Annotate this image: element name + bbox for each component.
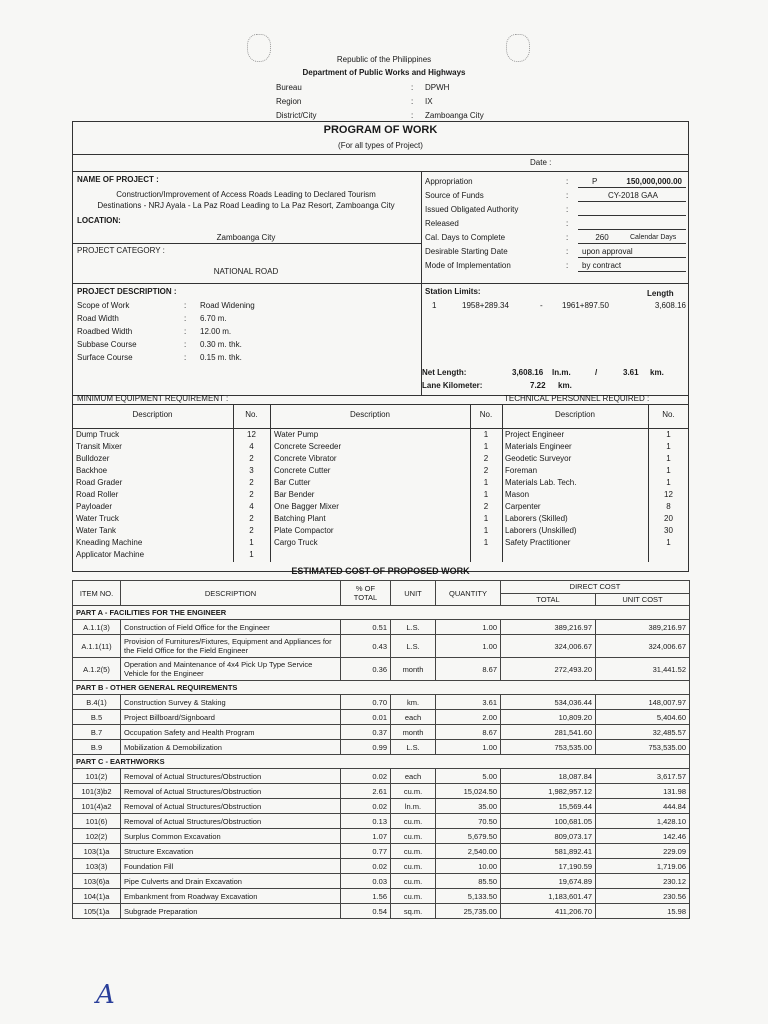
cell-total: 411,206.70: [501, 904, 596, 919]
equipment-col2-desc-header: Description: [349, 410, 390, 419]
table-row: [73, 874, 690, 889]
district-value: Zamboanga City: [425, 111, 484, 120]
table-row: [73, 889, 690, 904]
station-limits-label: Station Limits:: [425, 287, 481, 296]
district-label: District/City: [276, 111, 317, 120]
cell-total: 100,681.05: [501, 814, 596, 829]
cell-quantity: 10.00: [436, 859, 501, 874]
cell-quantity: 1.00: [436, 620, 501, 635]
project-name-label: NAME OF PROJECT :: [77, 175, 159, 184]
equipment-item-count: 1: [483, 514, 489, 523]
days-unit: Calendar Days: [630, 234, 677, 241]
equipment-item-count: 1: [483, 526, 489, 535]
cell-unit: km.: [391, 695, 436, 710]
cell-description: Pipe Culverts and Drain Excavation: [121, 874, 341, 889]
cell-item-no: 103(1)a: [73, 844, 121, 859]
personnel-item-desc: Foreman: [505, 466, 538, 475]
equipment-item-count: 2: [483, 454, 489, 463]
cell-total: 10,809.20: [501, 710, 596, 725]
roadbed-width-value: 12.00 m.: [200, 327, 232, 336]
cell-unit-cost: 230.12: [596, 874, 690, 889]
days-value: 260: [595, 233, 609, 242]
form-frame: [72, 121, 689, 572]
cell-total: 1,982,957.12: [501, 784, 596, 799]
cell-item-no: B.4(1): [73, 695, 121, 710]
personnel-item-desc: Project Engineer: [505, 430, 565, 439]
equipment-col2-no-header: No.: [479, 410, 493, 419]
cell-quantity: 3.61: [436, 695, 501, 710]
cell-percent: 0.37: [341, 725, 391, 740]
released-label: Released: [425, 219, 459, 228]
cell-item-no: 101(3)b2: [73, 784, 121, 799]
equipment-item-count: 2: [483, 466, 489, 475]
equipment-item-count: 2: [249, 478, 254, 487]
equipment-item-desc: Road Roller: [76, 490, 119, 499]
table-row: [73, 658, 690, 681]
roadbed-width-label: Roadbed Width: [77, 327, 133, 336]
cell-unit: L.S.: [391, 740, 436, 755]
table-row: [73, 784, 690, 799]
days-colon: :: [566, 233, 569, 242]
equipment-item-count: 12: [247, 430, 256, 439]
cell-unit-cost: 753,535.00: [596, 740, 690, 755]
equipment-item-count: 1: [483, 430, 489, 439]
cell-total: 19,674.89: [501, 874, 596, 889]
table-row: [73, 814, 690, 829]
region-label: Region: [276, 97, 302, 106]
cell-description: Provision of Furnitures/Fixtures, Equipment and Appliances for the Field Office for the Field Engineer: [121, 635, 341, 658]
cell-item-no: 105(1)a: [73, 904, 121, 919]
personnel-desc-header: Description: [554, 410, 595, 419]
cell-item-no: B.9: [73, 740, 121, 755]
cell-item-no: A.1.1(11): [73, 635, 121, 658]
table-row: [73, 829, 690, 844]
estimated-cost-title: ESTIMATED COST OF PROPOSED WORK: [291, 566, 470, 576]
table-row: [73, 710, 690, 725]
cell-unit-cost: 1,719.06: [596, 859, 690, 874]
mode-value: by contract: [582, 261, 622, 270]
table-row: [73, 635, 690, 658]
cell-unit: L.S.: [391, 620, 436, 635]
bureau-colon: :: [411, 83, 414, 92]
station-from: 1958+289.34: [462, 301, 509, 310]
region-value: IX: [425, 97, 433, 106]
net-length-label: Net Length:: [422, 368, 467, 377]
cell-description: Construction Survey & Staking: [121, 695, 341, 710]
header-direct-cost: DIRECT COST: [501, 581, 690, 594]
equipment-item-desc: Water Tank: [76, 526, 117, 535]
personnel-label: TECHNICAL PERSONNEL REQUIRED :: [504, 394, 650, 403]
cell-quantity: 5.00: [436, 769, 501, 784]
cell-unit-cost: 389,216.97: [596, 620, 690, 635]
scope-value: Road Widening: [200, 301, 255, 310]
obligated-label: Issued Obligated Authority: [425, 205, 519, 214]
cell-unit-cost: 324,006.67: [596, 635, 690, 658]
cell-unit-cost: 1,428.10: [596, 814, 690, 829]
district-colon: :: [411, 111, 414, 120]
equipment-item-desc: Water Truck: [76, 514, 119, 523]
cell-description: Structure Excavation: [121, 844, 341, 859]
table-row: [73, 799, 690, 814]
equipment-item-desc: Concrete Cutter: [274, 466, 331, 475]
cell-quantity: 35.00: [436, 799, 501, 814]
personnel-item-desc: Carpenter: [505, 502, 541, 511]
equipment-item-count: 4: [249, 502, 254, 511]
header-total: TOTAL: [501, 593, 596, 606]
cell-percent: 0.99: [341, 740, 391, 755]
appropriation-label: Appropriation: [425, 177, 473, 186]
cell-percent: 1.07: [341, 829, 391, 844]
start-colon: :: [566, 247, 569, 256]
net-length-km-unit: km.: [650, 368, 664, 377]
cell-quantity: 5,133.50: [436, 889, 501, 904]
cell-unit: cu.m.: [391, 889, 436, 904]
surface-value: 0.15 m. thk.: [200, 353, 242, 362]
personnel-item-count: 1: [666, 478, 671, 487]
personnel-item-desc: Mason: [505, 490, 530, 499]
appropriation-value: 150,000,000.00: [626, 177, 682, 186]
equipment-col1-no-header: No.: [245, 410, 258, 419]
cell-percent: 0.01: [341, 710, 391, 725]
equipment-item-desc: Payloader: [76, 502, 113, 511]
cell-description: Operation and Maintenance of 4x4 Pick Up Type Service Vehicle for the Engineer: [121, 658, 341, 681]
cell-item-no: B.7: [73, 725, 121, 740]
released-colon: :: [566, 219, 569, 228]
equipment-item-desc: Applicator Machine: [76, 550, 145, 559]
personnel-item-count: 1: [666, 442, 671, 451]
subbase-label: Subbase Course: [77, 340, 137, 349]
equipment-item-count: 2: [249, 526, 254, 535]
cell-unit-cost: 3,617.57: [596, 769, 690, 784]
equipment-item-desc: Road Grader: [76, 478, 123, 487]
equipment-item-count: 3: [249, 466, 254, 475]
cell-percent: 0.77: [341, 844, 391, 859]
equipment-item-desc: Concrete Vibrator: [274, 454, 337, 463]
location-label: LOCATION:: [77, 216, 121, 225]
personnel-item-desc: Materials Lab. Tech.: [505, 478, 577, 487]
cell-description: Embankment from Roadway Excavation: [121, 889, 341, 904]
cell-percent: 2.61: [341, 784, 391, 799]
cell-description: Removal of Actual Structures/Obstruction: [121, 784, 341, 799]
cell-description: Occupation Safety and Health Program: [121, 725, 341, 740]
cell-description: Removal of Actual Structures/Obstruction: [121, 799, 341, 814]
cell-total: 534,036.44: [501, 695, 596, 710]
scope-label: Scope of Work: [77, 301, 130, 310]
cell-unit: cu.m.: [391, 844, 436, 859]
equipment-item-desc: Dump Truck: [76, 430, 120, 439]
cell-total: 809,073.17: [501, 829, 596, 844]
source-colon: :: [566, 191, 569, 200]
cell-item-no: 103(6)a: [73, 874, 121, 889]
page-title: PROGRAM OF WORK: [323, 124, 438, 136]
cell-description: Project Billboard/Signboard: [121, 710, 341, 725]
table-row: [73, 620, 690, 635]
part-a-row: [73, 606, 690, 620]
surface-label: Surface Course: [77, 353, 133, 362]
cell-item-no: 101(2): [73, 769, 121, 784]
appropriation-currency: P: [592, 177, 598, 186]
cell-unit-cost: 15.98: [596, 904, 690, 919]
cell-unit: cu.m.: [391, 874, 436, 889]
header-percent: % OF TOTAL: [341, 581, 391, 606]
source-value: CY-2018 GAA: [608, 191, 658, 200]
personnel-item-desc: Safety Practitioner: [505, 538, 571, 547]
cell-quantity: 8.67: [436, 658, 501, 681]
table-row: [73, 844, 690, 859]
bureau-value: DPWH: [425, 83, 450, 92]
cell-item-no: B.5: [73, 710, 121, 725]
part-c-row: [73, 755, 690, 769]
source-label: Source of Funds: [425, 191, 484, 200]
station-to: 1961+897.50: [562, 301, 609, 310]
category-label: PROJECT CATEGORY :: [77, 246, 165, 255]
personnel-item-count: 30: [664, 526, 673, 535]
table-row: [73, 769, 690, 784]
category-value: NATIONAL ROAD: [213, 267, 279, 276]
cell-item-no: 101(4)a2: [73, 799, 121, 814]
equipment-item-count: 4: [249, 442, 254, 451]
cell-total: 15,569.44: [501, 799, 596, 814]
cell-unit: each: [391, 710, 436, 725]
location-value: Zamboanga City: [216, 233, 276, 242]
cell-total: 324,006.67: [501, 635, 596, 658]
cell-total: 272,493.20: [501, 658, 596, 681]
table-row: [73, 904, 690, 919]
cell-percent: 0.02: [341, 769, 391, 784]
date-label: Date :: [530, 158, 552, 167]
equipment-item-count: 2: [249, 454, 254, 463]
cell-unit: cu.m.: [391, 784, 436, 799]
mode-label: Mode of Implementation: [425, 261, 511, 270]
part-b-row: [73, 681, 690, 695]
equipment-item-count: 1: [483, 538, 489, 547]
cell-total: 281,541.60: [501, 725, 596, 740]
equipment-item-desc: One Bagger Mixer: [274, 502, 339, 511]
length-label: Length: [647, 289, 674, 298]
cell-quantity: 2,540.00: [436, 844, 501, 859]
header-quantity: QUANTITY: [436, 581, 501, 606]
personnel-item-desc: Laborers (Skilled): [505, 514, 568, 523]
cell-percent: 0.13: [341, 814, 391, 829]
start-value: upon approval: [582, 247, 633, 256]
cell-percent: 0.43: [341, 635, 391, 658]
personnel-item-desc: Laborers (Unskilled): [505, 526, 577, 535]
cell-description: Foundation Fill: [121, 859, 341, 874]
road-width-label: Road Width: [77, 314, 119, 323]
equipment-item-desc: Cargo Truck: [274, 538, 318, 547]
cell-unit: cu.m.: [391, 814, 436, 829]
project-name-line2: Destinations - NRJ Ayala - La Paz Road Leading to La Paz Resort, Zamboanga City: [97, 201, 395, 210]
table-header-row: [73, 581, 690, 594]
surface-colon: :: [184, 353, 187, 362]
cell-total: 17,190.59: [501, 859, 596, 874]
obligated-colon: :: [566, 205, 569, 214]
cell-unit: ln.m.: [391, 799, 436, 814]
page-subtitle: (For all types of Project): [338, 141, 423, 150]
cell-total: 1,183,601.47: [501, 889, 596, 904]
cell-total: 18,087.84: [501, 769, 596, 784]
cell-percent: 0.36: [341, 658, 391, 681]
equipment-item-desc: Batching Plant: [274, 514, 326, 523]
part-c-row-label: PART C - EARTHWORKS: [73, 755, 690, 769]
cell-unit-cost: 32,485.57: [596, 725, 690, 740]
cell-unit: cu.m.: [391, 829, 436, 844]
cell-unit: cu.m.: [391, 859, 436, 874]
equipment-item-desc: Bar Cutter: [274, 478, 311, 487]
republic-text: Republic of the Philippines: [336, 55, 432, 64]
net-length-km: 3.61: [623, 368, 639, 377]
header-unit: UNIT: [391, 581, 436, 606]
cell-unit-cost: 230.56: [596, 889, 690, 904]
cell-unit-cost: 142.46: [596, 829, 690, 844]
cell-quantity: 1.00: [436, 635, 501, 658]
lane-km-value: 7.22: [530, 381, 546, 390]
road-width-value: 6.70 m.: [200, 314, 227, 323]
personnel-no-header: No.: [662, 410, 675, 419]
department-text: Department of Public Works and Highways: [302, 68, 466, 77]
equipment-label: MINIMUM EQUIPMENT REQUIREMENT :: [77, 394, 229, 403]
part-b-row-label: PART B - OTHER GENERAL REQUIREMENTS: [73, 681, 690, 695]
cell-quantity: 5,679.50: [436, 829, 501, 844]
equipment-item-desc: Water Pump: [274, 430, 319, 439]
personnel-item-count: 1: [666, 430, 671, 439]
equipment-item-desc: Bulldozer: [76, 454, 110, 463]
cell-total: 753,535.00: [501, 740, 596, 755]
table-row: [73, 740, 690, 755]
cell-total: 581,892.41: [501, 844, 596, 859]
cell-quantity: 70.50: [436, 814, 501, 829]
cell-quantity: 15,024.50: [436, 784, 501, 799]
equipment-item-desc: Transit Mixer: [76, 442, 122, 451]
cell-description: Surplus Common Excavation: [121, 829, 341, 844]
header-description: DESCRIPTION: [121, 581, 341, 606]
cell-percent: 0.03: [341, 874, 391, 889]
cell-unit-cost: 444.84: [596, 799, 690, 814]
personnel-item-count: 8: [666, 502, 671, 511]
equipment-item-desc: Backhoe: [76, 466, 108, 475]
part-a-row-label: PART A - FACILITIES FOR THE ENGINEER: [73, 606, 690, 620]
region-colon: :: [411, 97, 414, 106]
equipment-item-count: 1: [249, 550, 254, 559]
cell-unit: each: [391, 769, 436, 784]
cell-item-no: A.1.2(5): [73, 658, 121, 681]
net-length-slash: /: [595, 368, 598, 377]
net-length-unit: ln.m.: [552, 368, 571, 377]
table-row: [73, 859, 690, 874]
cell-unit-cost: 148,007.97: [596, 695, 690, 710]
cell-percent: 0.02: [341, 799, 391, 814]
cell-unit-cost: 229.09: [596, 844, 690, 859]
cell-percent: 0.70: [341, 695, 391, 710]
cell-quantity: 2.00: [436, 710, 501, 725]
equipment-item-count: 1: [483, 442, 489, 451]
personnel-item-count: 1: [666, 466, 671, 475]
cell-description: Subgrade Preparation: [121, 904, 341, 919]
personnel-item-count: 1: [666, 538, 671, 547]
cell-quantity: 8.67: [436, 725, 501, 740]
station-number: 1: [432, 301, 437, 310]
personnel-item-desc: Materials Engineer: [505, 442, 572, 451]
roadbed-width-colon: :: [184, 327, 187, 336]
personnel-item-count: 20: [664, 514, 673, 523]
cell-unit: month: [391, 658, 436, 681]
header-item-no: ITEM NO.: [73, 581, 121, 606]
start-label: Desirable Starting Date: [425, 247, 508, 256]
cell-description: Construction of Field Office for the Engineer: [121, 620, 341, 635]
cell-unit: L.S.: [391, 635, 436, 658]
equipment-item-desc: Bar Bender: [274, 490, 315, 499]
road-width-colon: :: [184, 314, 187, 323]
cell-description: Removal of Actual Structures/Obstruction: [121, 769, 341, 784]
lane-km-label: Lane Kilometer:: [422, 381, 483, 390]
cell-percent: 0.02: [341, 859, 391, 874]
net-length-value: 3,608.16: [512, 368, 544, 377]
subbase-colon: :: [184, 340, 187, 349]
cell-percent: 0.51: [341, 620, 391, 635]
equipment-item-count: 2: [249, 490, 254, 499]
scope-colon: :: [184, 301, 187, 310]
bureau-label: Bureau: [276, 83, 302, 92]
cell-quantity: 1.00: [436, 740, 501, 755]
cell-percent: 1.56: [341, 889, 391, 904]
cell-unit-cost: 31,441.52: [596, 658, 690, 681]
header-unit-cost: UNIT COST: [596, 593, 690, 606]
table-row: [73, 695, 690, 710]
cell-item-no: A.1.1(3): [73, 620, 121, 635]
cell-item-no: 103(3): [73, 859, 121, 874]
equipment-item-count: 1: [249, 538, 254, 547]
lane-km-unit: km.: [558, 381, 572, 390]
equipment-item-count: 2: [483, 502, 489, 511]
equipment-col1-desc-header: Description: [132, 410, 173, 419]
cell-total: 389,216.97: [501, 620, 596, 635]
cell-description: Removal of Actual Structures/Obstruction: [121, 814, 341, 829]
cell-quantity: 85.50: [436, 874, 501, 889]
cell-item-no: 102(2): [73, 829, 121, 844]
days-label: Cal. Days to Complete: [425, 233, 506, 242]
cell-unit-cost: 5,404.60: [596, 710, 690, 725]
cell-unit-cost: 131.98: [596, 784, 690, 799]
cell-description: Mobilization & Demobilization: [121, 740, 341, 755]
equipment-item-desc: Plate Compactor: [274, 526, 334, 535]
cell-percent: 0.54: [341, 904, 391, 919]
signature-initial: A: [96, 980, 115, 1010]
equipment-item-count: 1: [483, 478, 489, 487]
equipment-item-desc: Kneading Machine: [76, 538, 143, 547]
cell-unit: month: [391, 725, 436, 740]
estimated-cost-table: [72, 580, 690, 919]
cell-item-no: 104(1)a: [73, 889, 121, 904]
equipment-item-count: 1: [483, 490, 489, 499]
equipment-item-desc: Concrete Screeder: [274, 442, 342, 451]
subbase-value: 0.30 m. thk.: [200, 340, 242, 349]
personnel-item-count: 12: [664, 490, 673, 499]
cell-unit: sq.m.: [391, 904, 436, 919]
table-row: [73, 725, 690, 740]
station-dash: -: [540, 301, 543, 310]
project-name-line1: Construction/Improvement of Access Roads Leading to Declared Tourism: [116, 190, 376, 199]
station-length: 3,608.16: [654, 301, 686, 310]
cell-item-no: 101(6): [73, 814, 121, 829]
equipment-item-count: 2: [249, 514, 254, 523]
personnel-item-desc: Geodetic Surveyor: [505, 454, 572, 463]
mode-colon: :: [566, 261, 569, 270]
appropriation-colon: :: [566, 177, 569, 186]
cell-quantity: 25,735.00: [436, 904, 501, 919]
project-description-label: PROJECT DESCRIPTION :: [77, 287, 177, 296]
personnel-item-count: 1: [666, 454, 671, 463]
